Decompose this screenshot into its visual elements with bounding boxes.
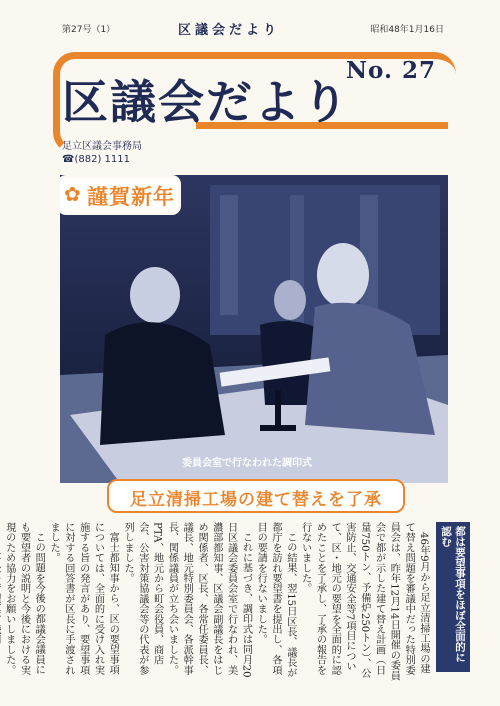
article-paragraph: 富士都知事から、区の要望事項については、全面的に受け入れ実施する旨の発言があり、要望事項に対する回答書が区長に手渡されました。	[48, 522, 119, 675]
greeting-text: 謹賀新年	[87, 185, 175, 209]
flower-icon: ✿	[64, 182, 81, 206]
article-body	[3, 522, 430, 682]
masthead-number: No. 27	[346, 57, 436, 84]
page-header	[0, 22, 500, 38]
signing-ceremony-photo	[60, 175, 448, 483]
issue-date: 昭和48年1月16日	[370, 25, 444, 35]
article-paragraph: これに基づき、調印式は同月20日区議会委員会室で行なわれ、美濃部都知事、区議会副議長をはじめ関係者、区長、各常任委員長、議長、地元特別委員会、各派幹事長、関係議員が立ち会いました。PTA、地元から町会役員、商店会、公害対策協議会等の代表が参列しました。	[122, 522, 252, 678]
photo-illustration	[60, 175, 448, 483]
article-paragraph: 46年9月から足立清掃工場の建て替え問題を審議中だった特別委員会は、昨年12月14日開催の委員会で都が示した建て替え計画（日量750トン、予備炉250トン）、公害防止、交通安全等7項目について、区・地元の要望を全面的に認めたことを了承し、了承の報告を行ないました。	[299, 522, 429, 681]
article-paragraph: この結果、翌15日区長、議長が都庁を訪れ要望書を提出し、各項目の要請を行ないました。	[255, 522, 296, 678]
header-newsletter-name: 区議会だより	[178, 23, 281, 38]
issue-number: 第27号（1）	[62, 25, 116, 35]
headline-text: 足立清掃工場の建て替えを了承	[130, 490, 382, 510]
masthead-title: 区議会だより	[62, 75, 350, 129]
new-year-greeting	[60, 178, 178, 212]
article-paragraph	[0, 522, 1, 682]
publisher-phone: ☎(882) 1111	[62, 154, 130, 165]
article-sidehead: 都は要望事項をほぼ全面的に認む	[436, 522, 470, 672]
article-headline	[107, 479, 405, 513]
article-paragraph: この問題を今後の都議会議員にも要望者の説明と今後における実現のため協力をお願いしました。	[3, 522, 45, 675]
photo-caption: 委員会室で行なわれた調印式	[182, 458, 312, 469]
publisher-office: 足立区議会事務局	[62, 141, 142, 152]
